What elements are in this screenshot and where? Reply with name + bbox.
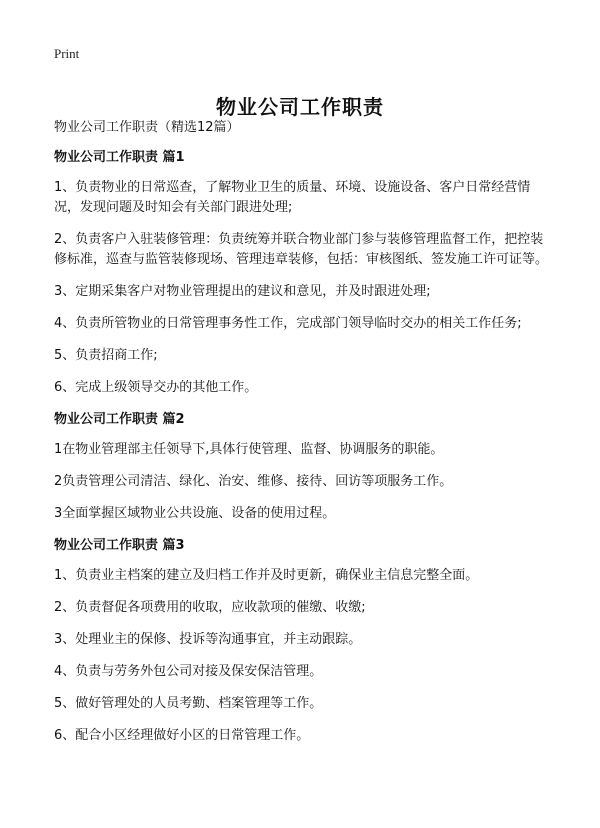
list-item: 3、处理业主的保修、投诉等沟通事宜，并主动跟踪。 (54, 632, 362, 647)
list-item: 2负责管理公司清洁、绿化、治安、维修、接待、回访等项服务工作。 (54, 474, 453, 489)
print-label: Print (54, 46, 80, 61)
list-item: 1在物业管理部主任领导下,具体行使管理、监督、协调服务的职能。 (54, 442, 444, 457)
document-subtitle: 物业公司工作职责（精选12篇） (54, 120, 240, 135)
document-body (54, 118, 554, 758)
list-item: 6、配合小区经理做好小区的日常管理工作。 (54, 728, 310, 743)
list-item: 5、做好管理处的人员考勤、档案管理等工作。 (54, 696, 323, 711)
list-item: 3全面掌握区域物业公共设施、设备的使用过程。 (54, 506, 336, 521)
list-item: 6、完成上级领导交办的其他工作。 (54, 380, 258, 395)
list-item: 4、负责与劳务外包公司对接及保安保洁管理。 (54, 664, 323, 679)
section-heading-1: 物业公司工作职责 篇1 (54, 150, 185, 165)
list-item: 1、负责业主档案的建立及归档工作并及时更新，确保业主信息完整全面。 (54, 568, 479, 583)
list-item: 2、负责督促各项费用的收取，应收款项的催缴、收缴; (54, 600, 366, 615)
section-heading-3: 物业公司工作职责 篇3 (54, 538, 185, 553)
section-heading-2: 物业公司工作职责 篇2 (54, 412, 185, 427)
list-item: 4、负责所管物业的日常管理事务性工作，完成部门领导临时交办的相关工作任务; (54, 316, 522, 331)
list-item: 2、负责客户入驻装修管理：负责统筹并联合物业部门参与装修管理监督工作，把控装修标准，巡查与监管装修现场、管理违章装修，包括：审核图纸、签发施工许可证等。 (54, 232, 549, 267)
list-item: 5、负责招商工作; (54, 348, 158, 363)
list-item: 3、定期采集客户对物业管理提出的建议和意见，并及时跟进处理; (54, 284, 431, 299)
document-title: 物业公司工作职责 (216, 95, 384, 120)
list-item: 1、负责物业的日常巡查，了解物业卫生的质量、环境、设施设备、客户日常经营情况，发现问题及时知会有关部门跟进处理; (54, 180, 531, 215)
